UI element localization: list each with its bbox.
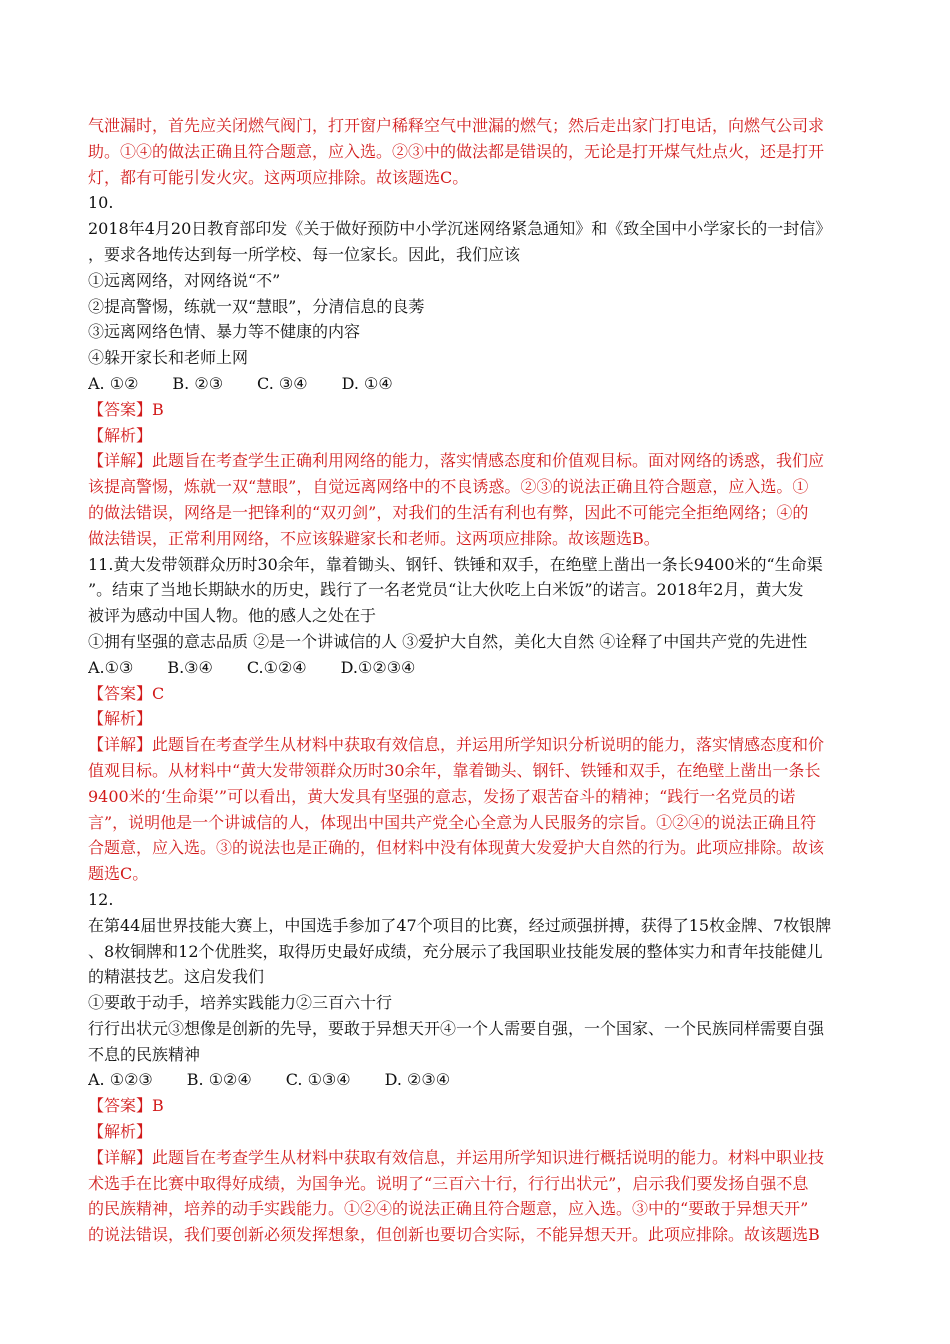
choice-item: ①要敢于动手，培养实践能力②三百六十行 bbox=[88, 993, 393, 1013]
question-number: 10. bbox=[88, 193, 114, 213]
text-line: 的民族精神，培养的动手实践能力。①②④的说法正确且符合题意，应入选。③中的“要敢于异想天开” bbox=[88, 1199, 809, 1219]
text-line: 的做法错误，网络是一把锋利的“双刃剑”，对我们的生活有利也有弊，因此不可能完全拒绝网络；④的 bbox=[88, 502, 809, 522]
option-b: B. ①②④ bbox=[186, 1070, 252, 1090]
text-line: 【详解】此题旨在考查学生从材料中获取有效信息，并运用所学知识分析说明的能力，落实情感态度和价 bbox=[88, 735, 825, 755]
choice-item: ①远离网络，对网络说“不” bbox=[88, 270, 281, 290]
question-stem: ，要求各地传达到每一所学校、每一位家长。因此，我们应该 bbox=[88, 244, 521, 264]
question-stem: 2018年4月20日教育部印发《关于做好预防中小学沉迷网络紧急通知》和《致全国中小学家长的一封信》 bbox=[88, 219, 832, 239]
option-c: C. ①③④ bbox=[285, 1070, 351, 1090]
choice-item: ②提高警惕，练就一双“慧眼”，分清信息的良莠 bbox=[88, 296, 425, 316]
choice-item: 行行出状元③想像是创新的先导，要敢于异想天开④一个人需要自强，一个国家、一个民族同样需要自强 bbox=[88, 1018, 825, 1038]
choice-item: 不息的民族精神 bbox=[88, 1044, 201, 1064]
choice-item: ③远离网络色情、暴力等不健康的内容 bbox=[88, 322, 361, 342]
option-d: D. ①④ bbox=[341, 373, 393, 393]
text-line: 【详解】此题旨在考查学生正确利用网络的能力，落实情感态度和价值观目标。面对网络的诱惑，我们应 bbox=[88, 451, 825, 471]
question-stem: 11.黄大发带领群众历时30余年，靠着锄头、钢钎、铁锤和双手，在绝壁上凿出一条长9400米的“生命渠 bbox=[88, 554, 823, 574]
option-d: D. ②③④ bbox=[384, 1070, 451, 1090]
option-a: A. ①②③ bbox=[88, 1070, 153, 1090]
answer-options bbox=[88, 655, 863, 681]
question-stem: 、8枚铜牌和12个优胜奖，取得历史最好成绩，充分展示了我国职业技能发展的整体实力和青年技能健儿 bbox=[88, 941, 823, 961]
text-line: 值观目标。从材料中“黄大发带领群众历时30余年，靠着锄头、钢钎、铁锤和双手，在绝壁上凿出一条长 bbox=[88, 760, 821, 780]
answer-label: 【答案】B bbox=[88, 1096, 164, 1116]
question-10 bbox=[88, 190, 863, 551]
option-d: D.①②③④ bbox=[340, 657, 416, 677]
text-line: 做法错误，正常利用网络，不应该躲避家长和老师。这两项应排除。故该题选B。 bbox=[88, 528, 660, 548]
option-a: A.①③ bbox=[88, 657, 134, 677]
text-line: 该提高警惕，炼就一双“慧眼”，自觉远离网络中的不良诱惑。②③的说法正确且符合题意，应入选。① bbox=[88, 477, 809, 497]
question-stem: 在第44届世界技能大赛上，中国选手参加了47个项目的比赛，经过顽强拼搏，获得了15枚金牌、7枚银牌 bbox=[88, 915, 832, 935]
text-line: 的说法错误，我们要创新必须发挥想象，但创新也要切合实际，不能异想天开。此项应排除。故该题选B bbox=[88, 1225, 820, 1245]
document-page bbox=[88, 113, 863, 1248]
analysis-label: 【解析】 bbox=[88, 709, 153, 729]
option-b: B.③④ bbox=[167, 657, 213, 677]
option-c: C.①②④ bbox=[246, 657, 307, 677]
detail-explanation bbox=[88, 448, 863, 551]
prev-explanation bbox=[88, 113, 863, 190]
question-number: 12. bbox=[88, 889, 114, 909]
answer-label: 【答案】B bbox=[88, 399, 164, 419]
question-stem: 的精湛技艺。这启发我们 bbox=[88, 967, 265, 987]
text-line: 合题意，应入选。③的说法也是正确的，但材料中没有体现黄大发爱护大自然的行为。此项应排除。故该 bbox=[88, 838, 825, 858]
text-line: 【详解】此题旨在考查学生从材料中获取有效信息，并运用所学知识进行概括说明的能力。材料中职业技 bbox=[88, 1147, 825, 1167]
text-line: 言”，说明他是一个讲诚信的人，体现出中国共产党全心全意为人民服务的宗旨。①②④的说法正确且符 bbox=[88, 812, 817, 832]
choice-item: ①拥有坚强的意志品质 ②是一个讲诚信的人 ③爱护大自然，美化大自然 ④诠释了中国共产党的先进性 bbox=[88, 631, 808, 651]
answer-label: 【答案】C bbox=[88, 683, 165, 703]
text-line: 9400米的‘生命渠’”可以看出，黄大发具有坚强的意志，发扬了艰苦奋斗的精神；“践行一名党员的诺 bbox=[88, 786, 796, 806]
question-11 bbox=[88, 552, 863, 887]
text-line: 术选手在比赛中取得好成绩，为国争光。说明了“三百六十行，行行出状元”，启示我们要发扬自强不息 bbox=[88, 1173, 809, 1193]
analysis-label: 【解析】 bbox=[88, 1122, 153, 1142]
detail-explanation bbox=[88, 1145, 863, 1248]
question-stem: 被评为感动中国人物。他的感人之处在于 bbox=[88, 606, 377, 626]
option-b: B. ②③ bbox=[172, 373, 224, 393]
text-line: 灯，都有可能引发火灾。这两项应排除。故该题选C。 bbox=[88, 167, 469, 187]
option-a: A. ①② bbox=[88, 373, 139, 393]
detail-explanation bbox=[88, 732, 863, 887]
answer-options bbox=[88, 371, 863, 397]
choice-item: ④躲开家长和老师上网 bbox=[88, 348, 249, 368]
text-line: 气泄漏时，首先应关闭燃气阀门，打开窗户稀释空气中泄漏的燃气；然后走出家门打电话，向燃气公司求 bbox=[88, 116, 825, 135]
option-c: C. ③④ bbox=[257, 373, 308, 393]
text-line: 助。①④的做法正确且符合题意，应入选。②③中的做法都是错误的，无论是打开煤气灶点火，还是打开 bbox=[88, 141, 825, 161]
answer-options bbox=[88, 1067, 863, 1093]
question-12 bbox=[88, 887, 863, 1248]
question-stem: ”。结束了当地长期缺水的历史，践行了一名老党员“让大伙吃上白米饭”的诺言。2018年2月，黄大发 bbox=[88, 580, 804, 600]
analysis-label: 【解析】 bbox=[88, 425, 153, 445]
text-line: 题选C。 bbox=[88, 864, 149, 884]
